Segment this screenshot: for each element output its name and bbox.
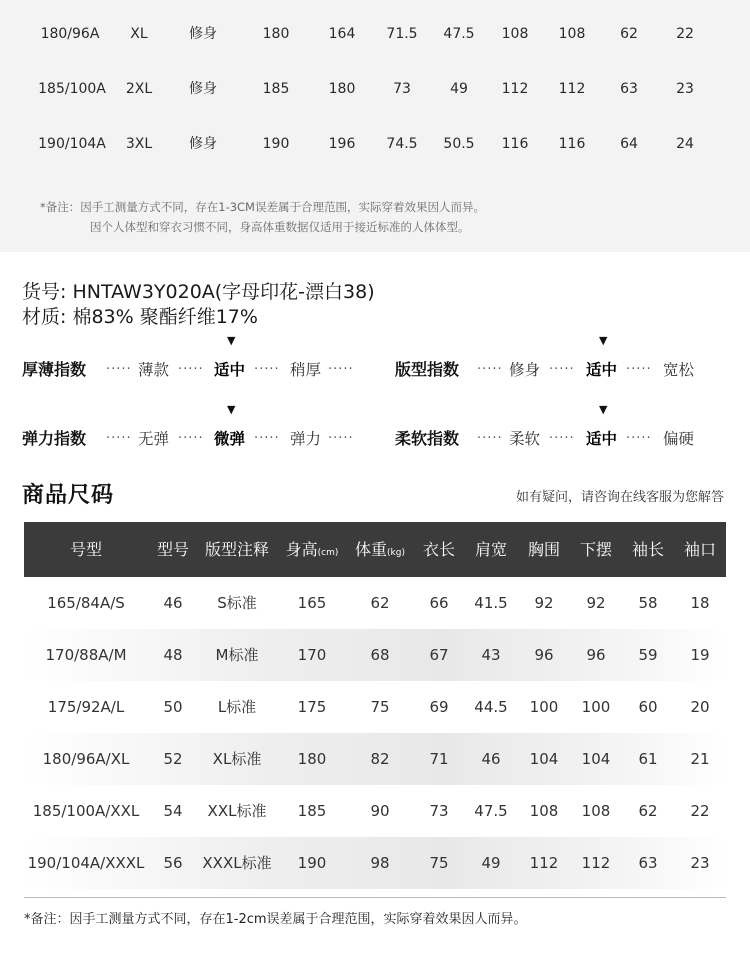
table-cell: 修身 [189,81,217,97]
table-cell: 修身 [189,136,217,152]
index-option-selected: 适中 [214,361,246,379]
dotted-separator: ····· [106,431,132,446]
dotted-separator: ····· [328,431,354,446]
table-cell: 63 [638,854,658,872]
index-option: 宽松 [663,361,695,379]
table-cell: 52 [163,750,183,768]
table-cell: 49 [450,81,468,97]
table-cell: 92 [534,594,554,612]
table-cell: 116 [558,136,586,152]
table-cell: 112 [529,854,559,872]
table-cell: 116 [501,136,529,152]
column-header: 版型注释 [204,540,270,559]
table-cell: 108 [501,26,529,42]
dotted-separator: ····· [477,431,503,446]
dotted-separator: ····· [254,362,280,377]
dotted-separator: ····· [626,431,652,446]
table-cell: 164 [328,26,356,42]
table-cell: 62 [370,594,390,612]
table-cell: 108 [581,802,611,820]
table-cell: 43 [481,646,501,664]
selected-arrow-icon: ▼ [599,403,608,416]
table-cell: 47.5 [474,802,508,820]
table-cell: XXXL标准 [202,854,272,872]
table-header [24,522,726,577]
dotted-separator: ····· [549,362,575,377]
table-cell: 23 [676,81,694,97]
column-header: 胸围 [527,540,561,559]
table-cell: 100 [581,698,611,716]
table-cell: 180 [297,750,327,768]
fit-index [395,334,735,385]
dotted-separator: ····· [178,431,204,446]
elasticity-index [22,403,372,454]
table-cell: M标准 [215,646,259,664]
table-cell: 196 [328,136,356,152]
table-cell: 69 [429,698,449,716]
index-option: 偏硬 [663,430,695,448]
table-cell: 90 [370,802,390,820]
table-cell: 112 [501,81,529,97]
index-option: 修身 [509,361,541,379]
table-row [24,733,726,785]
column-header: 袖口 [683,540,717,559]
table-cell: XL [130,26,148,42]
table-cell: 47.5 [443,26,475,42]
table-cell: 92 [586,594,606,612]
table-cell: 71.5 [386,26,418,42]
table-cell: 54 [163,802,183,820]
product-material: 材质: 棉83% 聚酯纤维17% [22,306,258,328]
dotted-separator: ····· [106,362,132,377]
table-cell: 19 [690,646,710,664]
dotted-separator: ····· [549,431,575,446]
table-cell: 100 [529,698,559,716]
thickness-index [22,334,372,385]
table-row [0,19,750,49]
table-cell: 3XL [125,136,153,152]
table-cell: 170/88A/M [45,646,127,664]
index-label: 厚薄指数 [22,360,87,379]
table-cell: 96 [586,646,606,664]
table-cell: 22 [676,26,694,42]
table-cell: 185 [297,802,327,820]
table-cell: 112 [558,81,586,97]
table-cell: 108 [529,802,559,820]
softness-index [395,403,735,454]
column-header: 下摆 [579,540,613,559]
table-cell: 190 [297,854,327,872]
table-cell: 175 [297,698,327,716]
table-cell: S标准 [217,594,257,612]
table-cell: 68 [370,646,390,664]
index-label: 版型指数 [395,360,460,379]
table-cell: 20 [690,698,710,716]
table-cell: 180 [262,26,290,42]
table-cell: 190 [262,136,290,152]
table-cell: 62 [620,26,638,42]
table-row [0,129,750,159]
table-cell: 96 [534,646,554,664]
dotted-separator: ····· [477,362,503,377]
table-cell: 190/104A/XXXL [27,854,145,872]
table-cell: 18 [690,594,710,612]
table-row [24,577,726,629]
index-option-selected: 适中 [586,361,618,379]
selected-arrow-icon: ▼ [227,334,236,347]
dotted-separator: ····· [178,362,204,377]
table-cell: 46 [481,750,501,768]
selected-arrow-icon: ▼ [599,334,608,347]
table-cell: 56 [163,854,183,872]
dotted-separator: ····· [328,362,354,377]
table-cell: 修身 [189,26,217,42]
table-cell: 165 [297,594,327,612]
product-sku: 货号: HNTAW3Y020A(字母印花-漂白38) [22,281,375,303]
table-cell: 59 [638,646,658,664]
table-cell: 75 [429,854,449,872]
table-cell: 180 [328,81,356,97]
table-cell: 46 [163,594,183,612]
table-row [24,681,726,733]
table-cell: 180/96A [40,26,100,42]
table-cell: 41.5 [474,594,508,612]
table-cell: 21 [690,750,710,768]
table-cell: 66 [429,594,449,612]
table-cell: L标准 [217,698,257,716]
column-header-weight: 体重(kg) [355,540,405,559]
index-option: 无弹 [138,430,170,448]
table-cell: 112 [581,854,611,872]
column-header: 袖长 [631,540,665,559]
table-cell: 170 [297,646,327,664]
table-cell: 24 [676,136,694,152]
measurement-note: *备注：因手工测量方式不同，存在1-3CM误差属于合理范围，实际穿着效果因人而异。 [40,200,485,214]
index-option: 柔软 [509,430,541,448]
table-cell: 48 [163,646,183,664]
table-cell: 108 [558,26,586,42]
index-label: 弹力指数 [22,429,87,448]
size-note: *备注：因手工测量方式不同，存在1-2cm误差属于合理范围，实际穿着效果因人而异。 [24,912,527,927]
table-cell: 61 [638,750,658,768]
index-option-selected: 适中 [586,430,618,448]
table-cell: 74.5 [386,136,418,152]
body-type-note: 因个人体型和穿衣习惯不同，身高体重数据仅适用于接近标准的人体体型。 [90,220,470,234]
table-cell: 180/96A/XL [42,750,130,768]
table-cell: 49 [481,854,501,872]
index-option-selected: 微弹 [214,430,246,448]
table-cell: 58 [638,594,658,612]
column-header-height: 身高(cm) [285,540,339,559]
table-cell: 73 [429,802,449,820]
table-row [24,785,726,837]
column-header: 型号 [156,540,190,559]
table-cell: 175/92A/L [47,698,125,716]
table-cell: 185/100A [38,81,106,97]
column-header: 肩宽 [474,540,508,559]
table-cell: 2XL [125,81,153,97]
dotted-separator: ····· [254,431,280,446]
table-cell: 50.5 [443,136,475,152]
table-cell: 23 [690,854,710,872]
selected-arrow-icon: ▼ [227,403,236,416]
table-cell: 75 [370,698,390,716]
table-cell: 50 [163,698,183,716]
table-cell: 98 [370,854,390,872]
table-row [24,837,726,889]
index-label: 柔软指数 [395,429,460,448]
index-option: 薄款 [138,361,170,379]
index-option: 弹力 [290,430,322,448]
dotted-separator: ····· [626,362,652,377]
table-cell: 165/84A/S [47,594,125,612]
table-cell: 73 [393,81,411,97]
table-cell: XXL标准 [207,802,267,820]
table-cell: 64 [620,136,638,152]
table-cell: 82 [370,750,390,768]
section-hint: 如有疑问，请咨询在线客服为您解答 [515,490,724,505]
column-header: 衣长 [422,540,456,559]
table-cell: 63 [620,81,638,97]
section-title: 商品尺码 [22,483,115,508]
table-bottom-divider [24,897,726,898]
table-cell: 190/104A [38,136,106,152]
table-row [24,629,726,681]
previous-size-table [0,0,750,252]
index-option: 稍厚 [290,361,322,379]
table-cell: 185/100A/XXL [32,802,140,820]
table-cell: 104 [529,750,559,768]
table-cell: 185 [262,81,290,97]
table-cell: XL标准 [212,750,262,768]
table-cell: 67 [429,646,449,664]
table-cell: 22 [690,802,710,820]
table-cell: 62 [638,802,658,820]
table-cell: 60 [638,698,658,716]
table-cell: 104 [581,750,611,768]
table-cell: 44.5 [474,698,508,716]
column-header: 号型 [69,540,103,559]
table-row [0,74,750,104]
table-cell: 71 [429,750,449,768]
